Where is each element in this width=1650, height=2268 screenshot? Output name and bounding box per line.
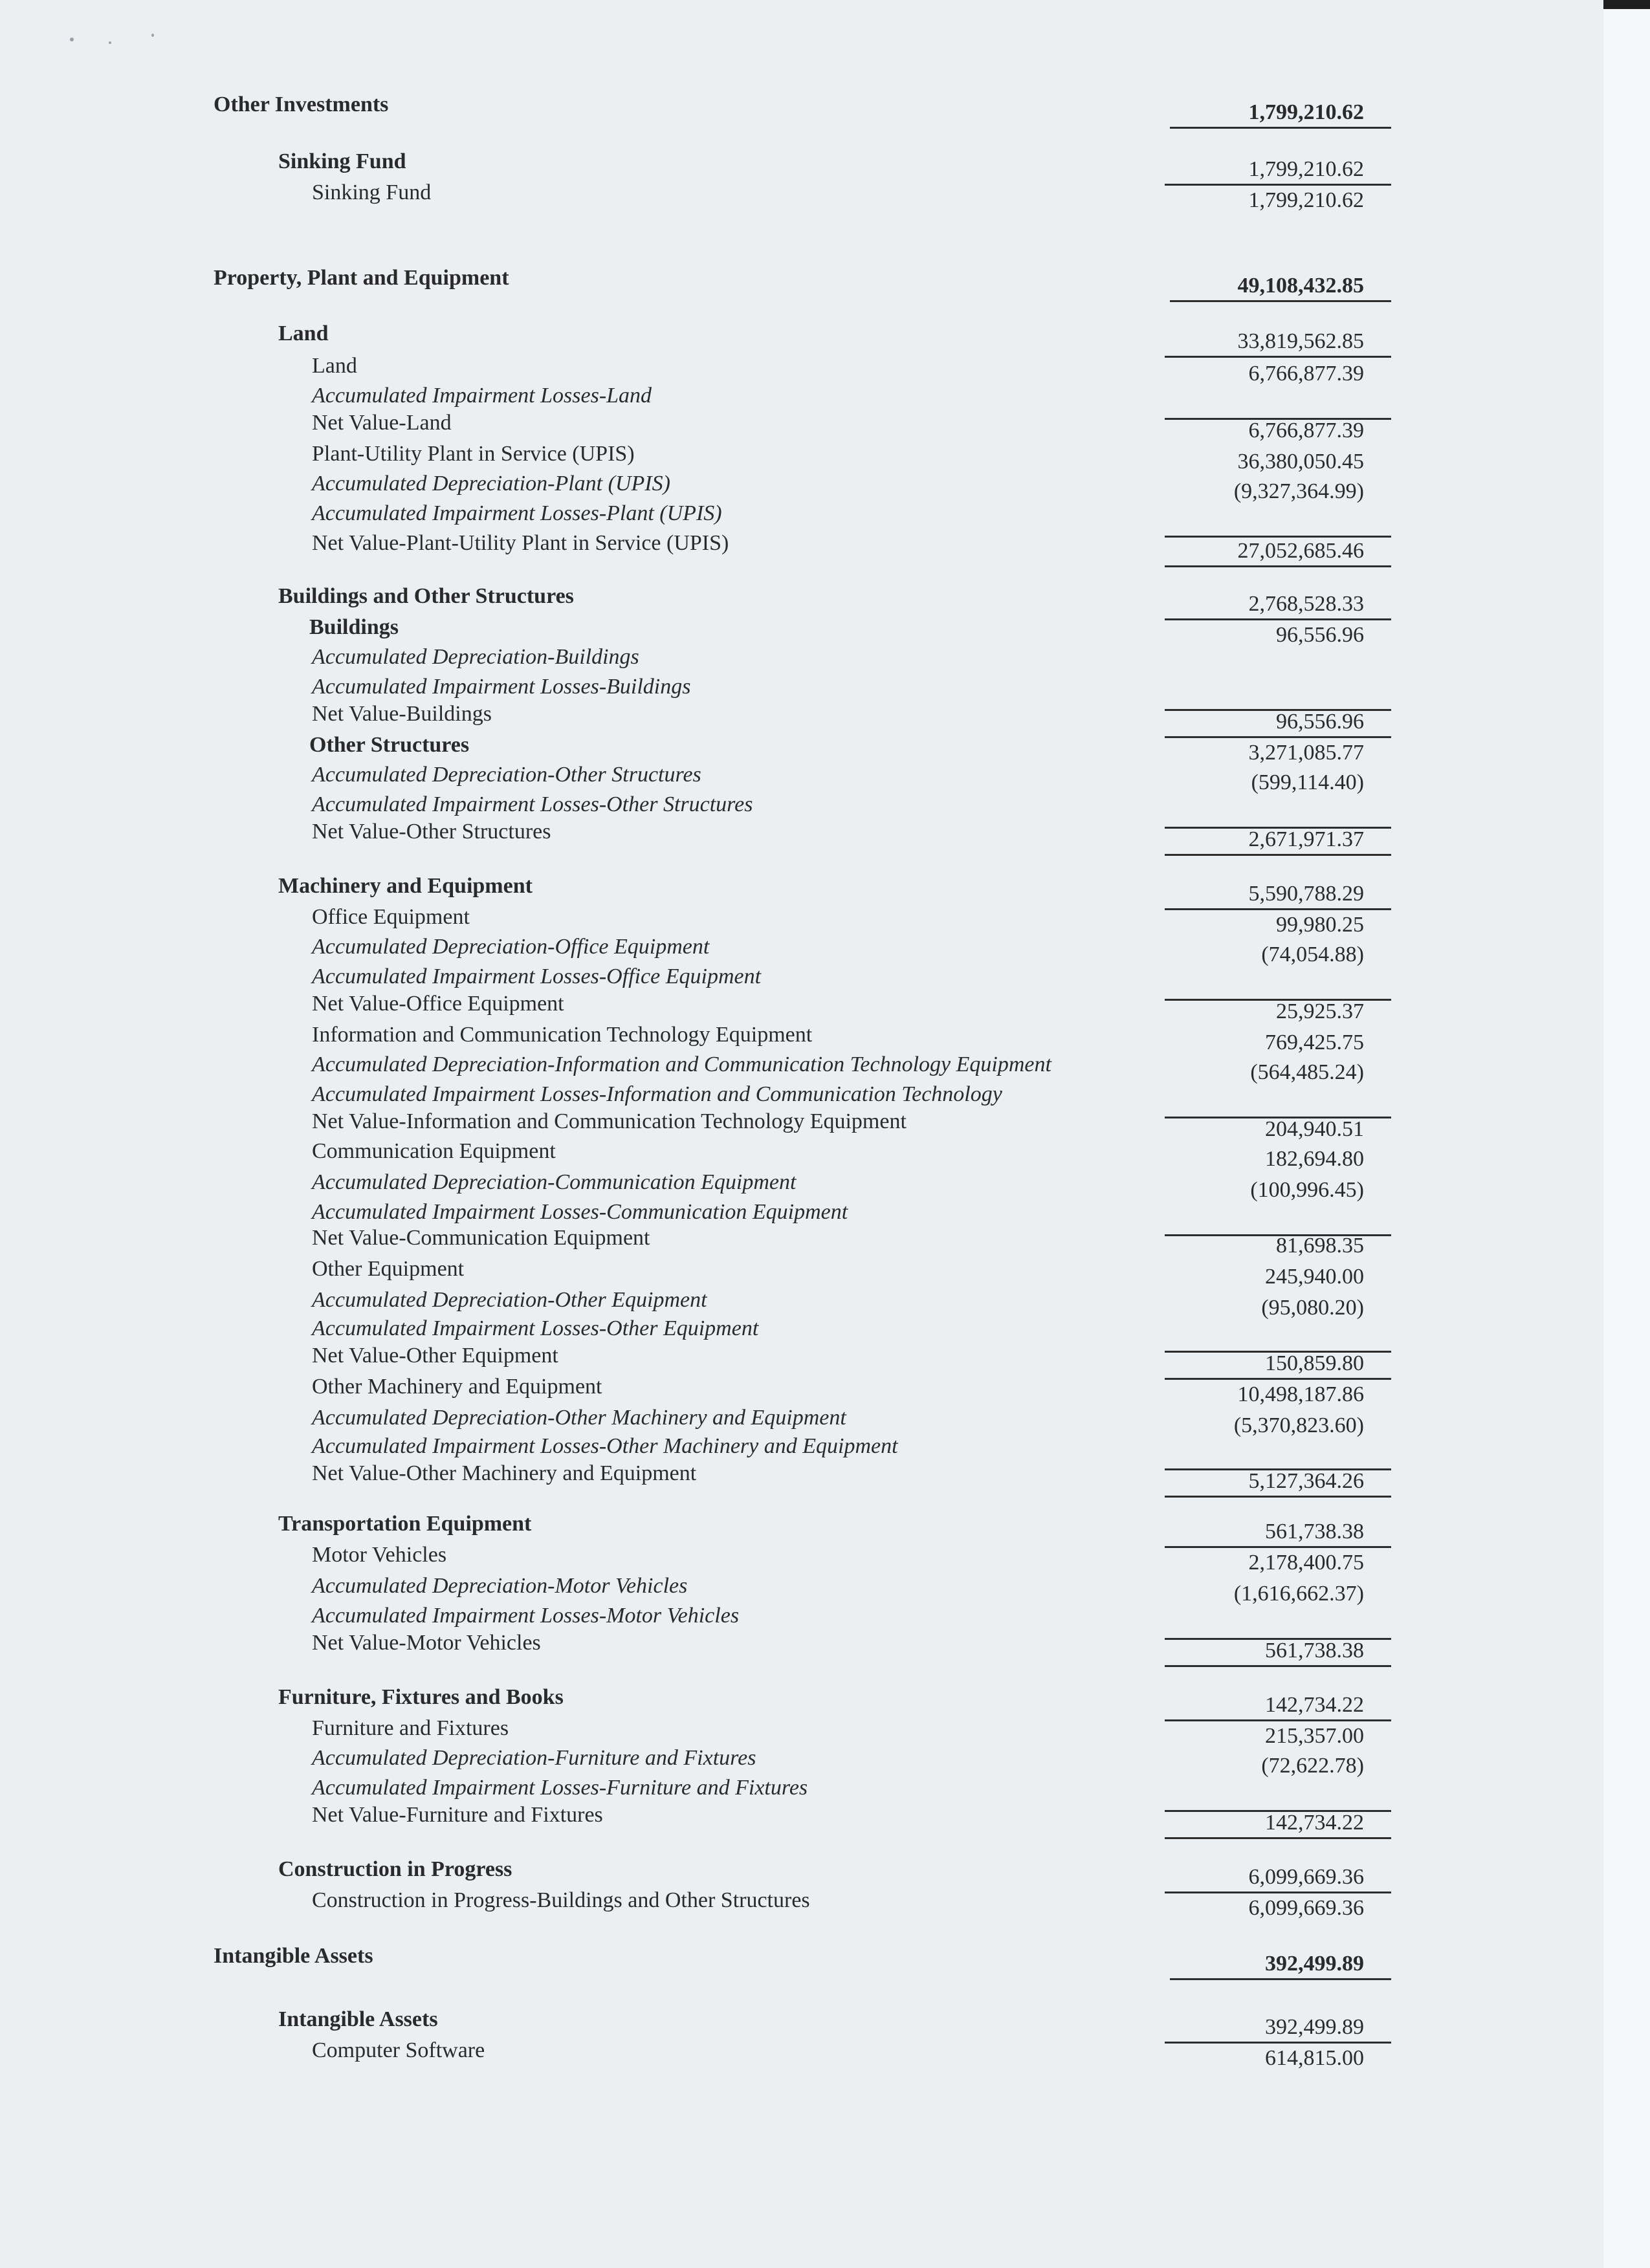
row-amount: (100,996.45): [1250, 1178, 1364, 1202]
underline-rule: [1165, 1496, 1391, 1498]
row-amount: 1,799,210.62: [1248, 188, 1364, 212]
statement-row: [0, 499, 1603, 532]
underline-rule: [1170, 127, 1391, 129]
statement-row: [0, 1404, 1603, 1436]
statement-row: [0, 1572, 1603, 1604]
statement-row: [0, 529, 1603, 562]
row-amount: 204,940.51: [1265, 1117, 1364, 1141]
scan-edge: [1603, 0, 1650, 2268]
statement-row: [0, 147, 1603, 180]
row-amount: 5,590,788.29: [1248, 882, 1364, 906]
row-label: Net Value-Other Machinery and Equipment: [312, 1461, 697, 1485]
row-label: Net Value-Other Equipment: [312, 1344, 558, 1368]
row-label: Land: [278, 322, 329, 345]
row-amount: 6,766,877.39: [1248, 419, 1364, 442]
underline-rule: [1165, 1665, 1391, 1667]
row-amount: 182,694.80: [1265, 1147, 1364, 1171]
row-amount: 27,052,685.46: [1237, 539, 1364, 563]
statement-row: [0, 2005, 1603, 2038]
row-amount: 392,499.89: [1265, 1952, 1364, 1976]
row-label: Accumulated Depreciation-Motor Vehicles: [312, 1574, 688, 1598]
statement-row: [0, 1714, 1603, 1747]
row-amount: 142,734.22: [1265, 1693, 1364, 1717]
row-amount: 25,925.37: [1276, 999, 1364, 1023]
row-label: Furniture, Fixtures and Books: [278, 1685, 564, 1709]
underline-rule: [1165, 854, 1391, 856]
row-amount: 36,380,050.45: [1237, 450, 1364, 474]
statement-row: [0, 409, 1603, 441]
row-amount: 33,819,562.85: [1237, 329, 1364, 353]
row-amount: (5,370,823.60): [1233, 1413, 1364, 1437]
row-label: Buildings: [309, 615, 399, 639]
row-label: Furniture and Fixtures: [312, 1716, 509, 1740]
statement-row: [0, 1510, 1603, 1542]
row-amount: 96,556.96: [1276, 623, 1364, 647]
row-label: Other Investments: [214, 93, 389, 116]
statement-row: [0, 761, 1603, 793]
row-amount: 6,099,669.36: [1248, 1896, 1364, 1920]
statement-row: [0, 1541, 1603, 1573]
row-label: Accumulated Impairment Losses-Furniture and Fixtures: [312, 1776, 808, 1800]
row-amount: 215,357.00: [1265, 1724, 1364, 1748]
underline-rule: [1170, 1978, 1391, 1980]
row-amount: (1,616,662.37): [1233, 1582, 1364, 1606]
underline-rule: [1170, 300, 1391, 302]
row-label: Accumulated Depreciation-Other Equipment: [312, 1288, 707, 1312]
row-label: Buildings and Other Structures: [278, 584, 574, 608]
statement-row: [0, 1021, 1603, 1053]
row-label: Construction in Progress-Buildings and Other Structures: [312, 1888, 810, 1912]
statement-row: [0, 1629, 1603, 1661]
row-label: Information and Communication Technology Equipment: [312, 1023, 813, 1047]
row-label: Property, Plant and Equipment: [214, 266, 509, 290]
statement-row: [0, 320, 1603, 352]
statement-row: [0, 1855, 1603, 1888]
statement-row: [0, 2036, 1603, 2069]
row-label: Accumulated Impairment Losses-Communication Equipment: [312, 1200, 848, 1224]
statement-row: [0, 613, 1603, 646]
statement-row: [0, 1459, 1603, 1492]
row-amount: 769,425.75: [1265, 1030, 1364, 1054]
row-label: Transportation Equipment: [278, 1512, 532, 1536]
row-label: Net Value-Communication Equipment: [312, 1226, 650, 1250]
row-amount: (95,080.20): [1261, 1296, 1364, 1320]
statement-row: [0, 470, 1603, 502]
row-amount: (599,114.40): [1251, 770, 1364, 794]
row-label: Accumulated Impairment Losses-Other Machinery and Equipment: [312, 1434, 898, 1458]
statement-row: [0, 179, 1603, 211]
row-amount: 10,498,187.86: [1237, 1382, 1364, 1406]
row-label: Accumulated Impairment Losses-Plant (UPIS): [312, 501, 722, 525]
row-amount: 96,556.96: [1276, 710, 1364, 734]
row-label: Construction in Progress: [278, 1857, 512, 1881]
statement-row: [0, 1224, 1603, 1256]
statement-row: [0, 700, 1603, 732]
underline-rule: [1165, 565, 1391, 567]
row-amount: 1,799,210.62: [1248, 157, 1364, 181]
row-label: Other Equipment: [312, 1257, 465, 1281]
row-amount: (74,054.88): [1261, 943, 1364, 966]
row-label: Communication Equipment: [312, 1139, 556, 1163]
row-label: Accumulated Depreciation-Information and Communication Technology Equipment: [312, 1052, 1051, 1076]
row-amount: 614,815.00: [1265, 2046, 1364, 2070]
row-label: Net Value-Office Equipment: [312, 992, 564, 1016]
row-amount: 142,734.22: [1265, 1811, 1364, 1835]
scan-speck: [151, 34, 154, 37]
statement-row: [0, 1942, 1603, 1974]
row-amount: 245,940.00: [1265, 1265, 1364, 1289]
row-label: Motor Vehicles: [312, 1543, 447, 1567]
statement-row: [0, 1744, 1603, 1776]
row-label: Intangible Assets: [278, 2007, 438, 2031]
row-label: Accumulated Impairment Losses-Buildings: [312, 675, 691, 699]
statement-row: [0, 818, 1603, 850]
row-amount: 99,980.25: [1276, 913, 1364, 937]
row-label: Accumulated Depreciation-Plant (UPIS): [312, 472, 670, 496]
row-label: Computer Software: [312, 2038, 485, 2062]
row-label: Accumulated Impairment Losses-Information and Communication Technology: [312, 1082, 1002, 1106]
row-label: Plant-Utility Plant in Service (UPIS): [312, 442, 635, 466]
statement-row: [0, 440, 1603, 472]
row-label: Accumulated Impairment Losses-Office Equipment: [312, 965, 762, 988]
row-amount: 6,099,669.36: [1248, 1865, 1364, 1889]
row-amount: 3,271,085.77: [1248, 741, 1364, 765]
statement-row: [0, 1255, 1603, 1287]
statement-row: [0, 582, 1603, 615]
statement-row: [0, 91, 1603, 123]
statement-row: [0, 1342, 1603, 1374]
row-label: Net Value-Land: [312, 411, 452, 435]
statement-row: [0, 1051, 1603, 1083]
row-label: Net Value-Information and Communication Technology Equipment: [312, 1109, 907, 1133]
row-label: Net Value-Motor Vehicles: [312, 1631, 541, 1655]
row-label: Net Value-Plant-Utility Plant in Service (UPIS): [312, 531, 729, 555]
row-amount: (564,485.24): [1250, 1060, 1364, 1084]
row-label: Accumulated Depreciation-Other Structures: [312, 763, 701, 787]
statement-row: [0, 264, 1603, 296]
statement-row: [0, 872, 1603, 904]
row-amount: 81,698.35: [1276, 1234, 1364, 1258]
row-amount: 561,738.38: [1265, 1639, 1364, 1663]
row-amount: 5,127,364.26: [1248, 1469, 1364, 1493]
statement-row: [0, 1683, 1603, 1716]
row-label: Accumulated Depreciation-Other Machinery and Equipment: [312, 1406, 846, 1430]
row-label: Sinking Fund: [278, 149, 406, 173]
row-amount: 49,108,432.85: [1237, 274, 1364, 298]
row-label: Net Value-Other Structures: [312, 820, 551, 844]
statement-row: [0, 643, 1603, 675]
row-label: Accumulated Impairment Losses-Other Structures: [312, 792, 753, 816]
row-label: Accumulated Impairment Losses-Motor Vehicles: [312, 1604, 740, 1628]
row-amount: (9,327,364.99): [1233, 479, 1364, 503]
statement-row: [0, 731, 1603, 763]
row-label: Accumulated Depreciation-Office Equipment: [312, 935, 710, 959]
row-label: Accumulated Depreciation-Communication Equipment: [312, 1170, 797, 1194]
row-label: Accumulated Depreciation-Buildings: [312, 645, 639, 669]
statement-row: [0, 933, 1603, 965]
statement-row: [0, 1168, 1603, 1201]
row-label: Net Value-Furniture and Fixtures: [312, 1803, 603, 1827]
statement-row: [0, 352, 1603, 384]
row-label: Accumulated Impairment Losses-Other Equipment: [312, 1316, 759, 1340]
statement-row: [0, 1107, 1603, 1140]
statement-row: [0, 1286, 1603, 1318]
row-label: Accumulated Impairment Losses-Land: [312, 384, 652, 408]
row-label: Sinking Fund: [312, 180, 432, 204]
row-label: Land: [312, 354, 357, 378]
row-label: Net Value-Buildings: [312, 702, 492, 726]
statement-row: [0, 990, 1603, 1022]
statement-row: [0, 1886, 1603, 1919]
row-amount: 1,799,210.62: [1248, 100, 1364, 124]
statement-row: [0, 903, 1603, 935]
statement-row: [0, 1801, 1603, 1833]
row-amount: 561,738.38: [1265, 1520, 1364, 1543]
row-label: Intangible Assets: [214, 1944, 373, 1968]
row-label: Other Structures: [309, 733, 470, 757]
row-label: Office Equipment: [312, 905, 470, 929]
row-label: Accumulated Depreciation-Furniture and Fixtures: [312, 1746, 756, 1770]
scan-speck: [109, 41, 111, 44]
underline-rule: [1165, 1837, 1391, 1839]
row-amount: 150,859.80: [1265, 1351, 1364, 1375]
row-label: Other Machinery and Equipment: [312, 1375, 602, 1399]
row-label: Machinery and Equipment: [278, 874, 533, 898]
row-amount: 2,671,971.37: [1248, 827, 1364, 851]
scan-corner: [1603, 0, 1650, 9]
statement-row: [0, 1373, 1603, 1405]
row-amount: 2,178,400.75: [1248, 1551, 1364, 1575]
row-amount: (72,622.78): [1261, 1754, 1364, 1778]
scan-speck: [70, 38, 74, 41]
statement-row: [0, 1137, 1603, 1170]
row-amount: 2,768,528.33: [1248, 592, 1364, 616]
row-amount: 392,499.89: [1265, 2015, 1364, 2039]
row-amount: 6,766,877.39: [1248, 362, 1364, 386]
